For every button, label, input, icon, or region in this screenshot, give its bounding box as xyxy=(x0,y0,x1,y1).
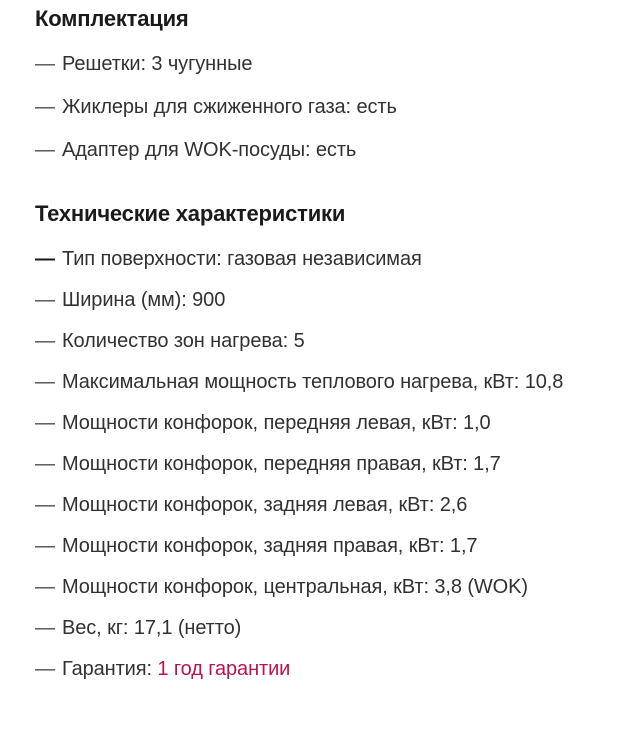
dash-icon: — xyxy=(35,248,55,270)
spec-item xyxy=(35,329,605,353)
dash-icon: — xyxy=(35,53,55,75)
spec-item xyxy=(35,288,605,312)
spec-section xyxy=(35,201,605,681)
spec-item xyxy=(35,411,605,435)
spec-item xyxy=(35,575,605,599)
dash-icon: — xyxy=(35,289,55,311)
dash-icon: — xyxy=(35,576,55,598)
spec-item-text: Мощности конфорок, задняя левая, кВт: 2,6 xyxy=(62,494,468,516)
section-title: Технические характеристики xyxy=(35,201,346,226)
spec-item-text: Количество зон нагрева: 5 xyxy=(62,330,305,352)
spec-item-text: Мощности конфорок, передняя левая, кВт: 1,0 xyxy=(62,412,491,434)
spec-item xyxy=(35,534,605,558)
spec-item xyxy=(35,493,605,517)
spec-item-text: Максимальная мощность теплового нагрева, кВт: 10,8 xyxy=(62,371,564,393)
spec-section xyxy=(35,6,605,162)
spec-item xyxy=(35,657,605,681)
dash-icon: — xyxy=(35,535,55,557)
spec-item-text: Ширина (мм): 900 xyxy=(62,289,226,311)
spec-list xyxy=(35,52,605,162)
spec-item xyxy=(35,138,605,162)
spec-item-text: Мощности конфорок, центральная, кВт: 3,8 (WOK) xyxy=(62,576,528,598)
spec-list xyxy=(35,247,605,681)
dash-icon: — xyxy=(35,96,55,118)
dash-icon: — xyxy=(35,139,55,161)
dash-icon: — xyxy=(35,494,55,516)
spec-item xyxy=(35,95,605,119)
spec-item-text: Тип поверхности: газовая независимая xyxy=(62,248,422,270)
spec-item-text: Жиклеры для сжиженного газа: есть xyxy=(62,96,397,118)
dash-icon: — xyxy=(35,412,55,434)
spec-item xyxy=(35,616,605,640)
spec-item-text: Адаптер для WOK-посуды: есть xyxy=(62,139,357,161)
dash-icon: — xyxy=(35,658,55,680)
warranty-link[interactable]: 1 год гарантии xyxy=(157,658,291,680)
spec-item-text: Гарантия: xyxy=(62,658,158,680)
spec-item xyxy=(35,247,605,271)
spec-item-text: Мощности конфорок, передняя правая, кВт: 1,7 xyxy=(62,453,501,475)
spec-item-text: Мощности конфорок, задняя правая, кВт: 1,7 xyxy=(62,535,478,557)
spec-item xyxy=(35,52,605,76)
dash-icon: — xyxy=(35,617,55,639)
spec-item-text: Вес, кг: 17,1 (нетто) xyxy=(62,617,242,639)
spec-item-text: Решетки: 3 чугунные xyxy=(62,53,253,75)
spec-item xyxy=(35,370,605,394)
dash-icon: — xyxy=(35,330,55,352)
spec-item xyxy=(35,452,605,476)
dash-icon: — xyxy=(35,371,55,393)
section-title: Комплектация xyxy=(35,6,189,31)
dash-icon: — xyxy=(35,453,55,475)
